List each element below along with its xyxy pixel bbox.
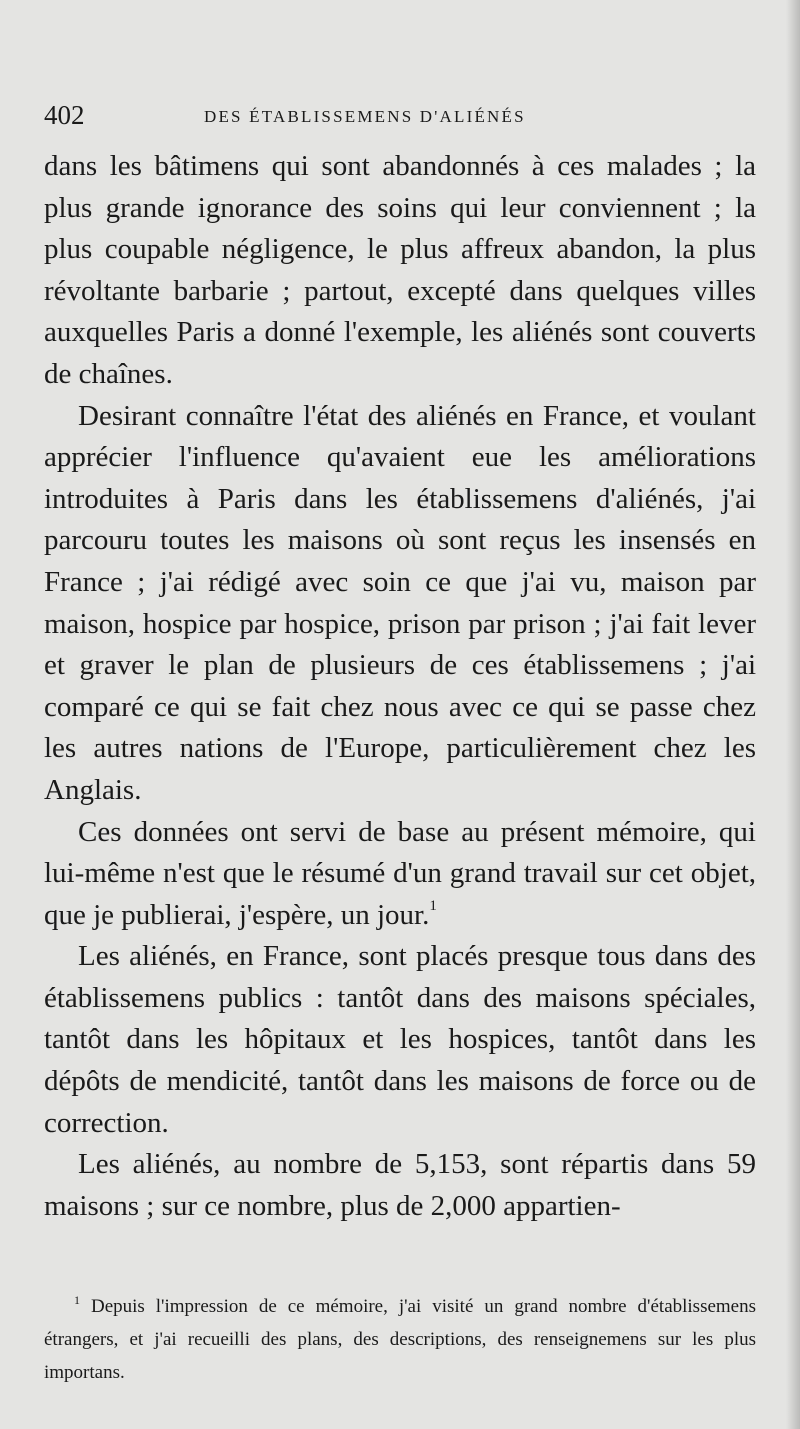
paragraph-text: Les aliénés, au nombre de 5,153, sont répartis dans 59 maisons ; sur ce nombre, plus de 2,000 appartien- [44,1148,756,1222]
paragraph-3 [44,812,756,937]
footnote-mark: 1 [74,1293,80,1307]
paragraph-text: Desirant connaître l'état des aliénés en France, et voulant apprécier l'influence qu'avaient eue les améliorations introduites à Paris dans les établissemens d'aliénés, j'ai parcouru toutes les maisons où sont reçus les insensés en France ; j'ai rédigé avec soin ce que j'ai vu, maison par maison, hospice par hospice, prison par prison ; j'ai fait lever et graver le plan de plusieurs de ces établissemens ; j'ai comparé ce qui se fait chez nous avec ce qui se passe chez les autres nations de l'Europe, particulièrement chez les Anglais. [44,399,756,806]
page-number: 402 [44,100,85,130]
body-text [44,146,756,1227]
paragraph-text: dans les bâtimens qui sont abandonnés à ces malades ; la plus grande ignorance des soins qui leur conviennent ; la plus coupable négligence, le plus affreux abandon, la plus révoltante barbarie ; partout, excepté dans quelques villes auxquelles Paris a donné l'exemple, les aliénés sont couverts de chaînes. [44,150,756,390]
paragraph-text: Les aliénés, en France, sont placés presque tous dans des établissemens publics : tantôt dans des maisons spéciales, tantôt dans les hôpitaux et les hospices, tantôt dans les dépôts de mendicité, tantôt dans les maisons de force ou de correction. [44,940,756,1139]
paragraph-2 [44,396,756,812]
paragraph-1 [44,146,756,396]
footnote-reference[interactable]: 1 [429,897,437,914]
footnotes [44,1290,756,1389]
footnote-text: Depuis l'impression de ce mémoire, j'ai visité un grand nombre d'établissemens étrangers, et j'ai recueilli des plans, des descriptions, des renseignemens sur les plus importans. [44,1296,757,1383]
paragraph-text: Ces données ont servi de base au présent mémoire, qui lui-même n'est que le résumé d'un grand travail sur cet objet, que je publierai, j'espère, un jour. [44,815,756,931]
paragraph-5 [44,1144,756,1227]
page-header [44,100,760,136]
running-title: DES ÉTABLISSEMENS D'ALIÉNÉS [204,107,526,126]
footnote-1 [44,1290,756,1389]
paragraph-4 [44,936,756,1144]
